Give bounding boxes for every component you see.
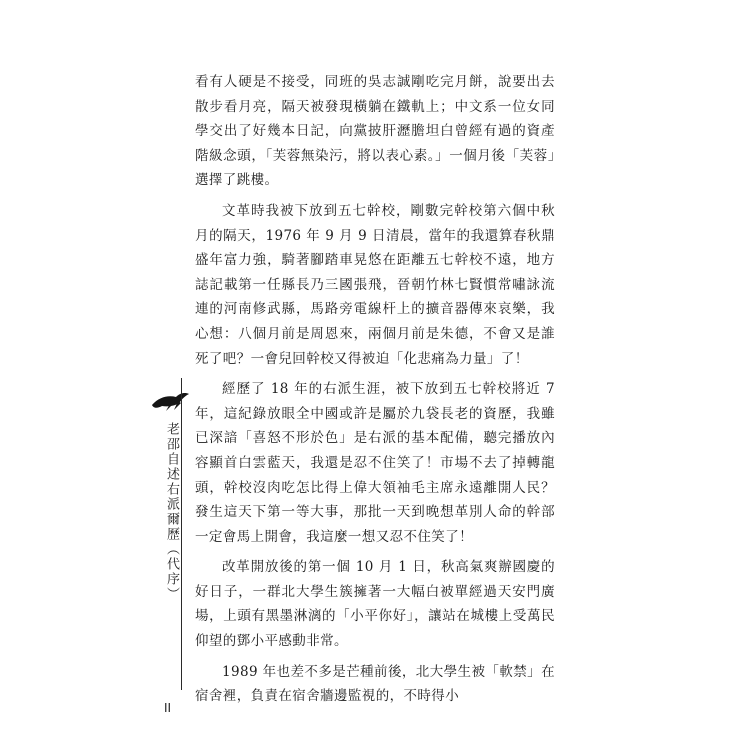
paragraph-2: 文革時我被下放到五七幹校，剛數完幹校第六個中秋月的隔天，1976 年 9 月 9 日清晨，當年的我還算春秋鼎盛年富力強，騎著腳踏車晃悠在距離五七幹校不遠，地方誌記載第一任縣長乃三國張飛，晉朝竹林七賢慣常嘯詠流連的河南修武縣，馬路旁電線杆上的擴音器傳來哀樂，我心想：八個月前是周恩來，兩個月前是朱德，不會又是誰死了吧？一會兒回幹校又得被迫「化悲痛為力量」了！: [195, 202, 555, 367]
body-text: [195, 70, 555, 709]
bird-ornament-icon: [150, 390, 190, 412]
margin-rule: [181, 378, 182, 690]
page-number: II: [164, 701, 172, 715]
paragraph-1: 看有人硬是不接受，同班的吳志誠剛吃完月餅，說要出去散步看月亮，隔天被發現橫躺在鐵軌上；中文系一位女同學交出了好幾本日記，向黨披肝瀝膽坦白曾經有過的資產階級念頭，「芙蓉無染污，將以表心素。」一個月後「芙蓉」選擇了跳樓。: [195, 74, 555, 189]
paragraph-4: 改革開放後的第一個 10 月 1 日，秋高氣爽辦國慶的好日子，一群北大學生簇擁著一大幅白被單經過天安門廣場，上頭有黑墨淋漓的「小平你好」，讓站在城樓上受萬民仰望的鄧小平感動非常。: [195, 559, 555, 650]
running-head: 老邵自述右派爾歷（代序）: [164, 422, 179, 602]
paragraph-3: 經歷了 18 年的右派生涯，被下放到五七幹校將近 7 年，這紀錄放眼全中國或許是屬於九袋長老的資歷，我雖已深諳「喜怒不形於色」是右派的基本配備，聽完播放內容顯首白雲藍天，我還是忍不住笑了！市場不去了掉轉龍頭，幹校沒肉吃怎比得上偉大領袖毛主席永遠離開人民？發生這天下第一等大事，那批一天到晚想革別人命的幹部一定會馬上開會，我這麼一想又忍不住笑了！: [195, 381, 555, 545]
paragraph-5: 1989 年也差不多是芒種前後，北大學生被「軟禁」在宿舍裡，負責在宿舍牆邊監視的，不時得小: [195, 663, 555, 705]
